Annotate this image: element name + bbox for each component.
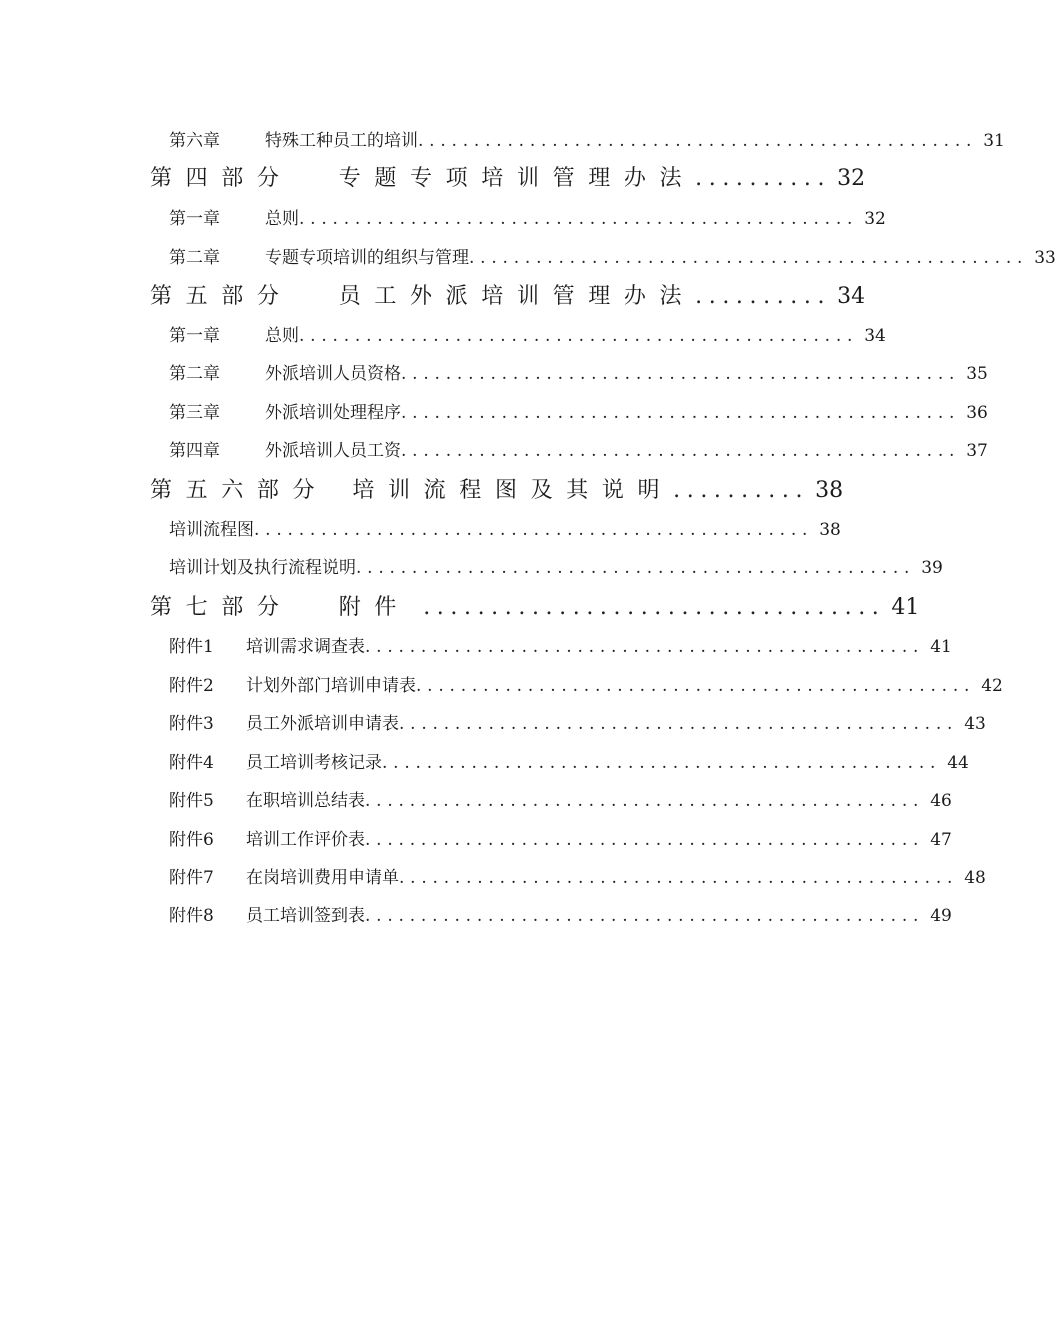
toc-entry[interactable] xyxy=(169,786,952,811)
dot-leader: .................................................. xyxy=(399,714,959,734)
page-number: 39 xyxy=(921,558,943,578)
page-number: 31 xyxy=(983,131,1005,151)
part-title: 培训流程图及其说明 xyxy=(352,478,674,503)
toc-part-entry[interactable] xyxy=(150,473,844,504)
page-number: 38 xyxy=(819,520,841,540)
page-number: 32 xyxy=(837,166,866,191)
dot-leader: .................................................. xyxy=(401,403,961,423)
toc-entry[interactable] xyxy=(169,863,986,888)
toc-entry[interactable] xyxy=(169,709,986,734)
page-number: 43 xyxy=(964,714,986,734)
toc-entry[interactable] xyxy=(169,748,969,773)
dot-leader: .................................................. xyxy=(401,364,961,384)
entry-title: 总则 xyxy=(265,326,299,346)
part-number: 第五部分 xyxy=(150,284,293,309)
dot-leader: .................................................. xyxy=(401,441,961,461)
page-number: 38 xyxy=(815,478,844,503)
page-number: 46 xyxy=(930,791,952,811)
entry-title: 专题专项培训的组织与管理 xyxy=(265,248,469,268)
toc-entry[interactable] xyxy=(169,243,1056,268)
page-number: 41 xyxy=(930,637,952,657)
entry-title: 员工培训考核记录 xyxy=(246,753,382,773)
toc-entry[interactable] xyxy=(169,359,988,384)
toc-entry[interactable] xyxy=(169,398,988,423)
entry-title: 外派培训人员工资 xyxy=(265,441,401,461)
page-number: 33 xyxy=(1034,248,1056,268)
toc-entry[interactable] xyxy=(169,901,952,926)
dot-leader: .................................................. xyxy=(356,558,916,578)
entry-title: 计划外部门培训申请表 xyxy=(246,676,416,696)
entry-title: 在岗培训费用申请单 xyxy=(246,868,399,888)
dot-leader: .................................................. xyxy=(365,637,925,657)
toc-part-entry[interactable] xyxy=(150,161,866,192)
toc-entry[interactable] xyxy=(169,632,952,657)
chapter-number: 第一章 xyxy=(169,326,220,346)
entry-title: 员工培训签到表 xyxy=(246,906,365,926)
attachment-number: 附件5 xyxy=(169,791,214,811)
entry-title: 员工外派培训申请表 xyxy=(246,714,399,734)
toc-entry[interactable] xyxy=(169,671,1003,696)
entry-title: 总则 xyxy=(265,209,299,229)
part-number: 第五六部分 xyxy=(150,478,329,503)
toc-part-entry[interactable] xyxy=(150,590,920,621)
dot-leader: .................................................. xyxy=(399,868,959,888)
chapter-number: 第六章 xyxy=(169,131,220,151)
part-number: 第七部分 xyxy=(150,595,293,620)
dot-leader: .................................................. xyxy=(365,830,925,850)
attachment-number: 附件3 xyxy=(169,714,214,734)
dot-leader: .................................................. xyxy=(418,131,978,151)
dot-leader: .................................. xyxy=(423,595,886,620)
attachment-number: 附件2 xyxy=(169,676,214,696)
entry-title: 在职培训总结表 xyxy=(246,791,365,811)
dot-leader: .......... xyxy=(695,166,832,191)
toc-entry[interactable] xyxy=(169,553,943,578)
page-number: 32 xyxy=(864,209,886,229)
entry-title: 外派培训人员资格 xyxy=(265,364,401,384)
chapter-number: 第四章 xyxy=(169,441,220,461)
dot-leader: .................................................. xyxy=(365,906,925,926)
dot-leader: .................................................. xyxy=(299,326,859,346)
dot-leader: .......... xyxy=(673,478,810,503)
entry-title: 培训需求调查表 xyxy=(246,637,365,657)
toc-part-entry[interactable] xyxy=(150,279,866,310)
part-number: 第四部分 xyxy=(150,166,293,191)
entry-title: 培训计划及执行流程说明 xyxy=(169,558,356,578)
page-number: 42 xyxy=(981,676,1003,696)
page-number: 49 xyxy=(930,906,952,926)
toc-entry[interactable] xyxy=(169,204,886,229)
dot-leader: .................................................. xyxy=(365,791,925,811)
page-number: 36 xyxy=(966,403,988,423)
page-number: 35 xyxy=(966,364,988,384)
page-number: 34 xyxy=(864,326,886,346)
page-number: 37 xyxy=(966,441,988,461)
page-number: 34 xyxy=(837,284,866,309)
dot-leader: .................................................. xyxy=(416,676,976,696)
chapter-number: 第二章 xyxy=(169,248,220,268)
entry-title: 外派培训处理程序 xyxy=(265,403,401,423)
part-title: 员工外派培训管理办法 xyxy=(338,284,696,309)
page-number: 47 xyxy=(930,830,952,850)
entry-title: 培训工作评价表 xyxy=(246,830,365,850)
dot-leader: .......... xyxy=(695,284,832,309)
chapter-number: 第三章 xyxy=(169,403,220,423)
dot-leader: .................................................. xyxy=(299,209,859,229)
entry-title: 培训流程图 xyxy=(169,520,254,540)
toc-entry[interactable] xyxy=(169,436,988,461)
toc-entry[interactable] xyxy=(169,126,1005,151)
toc-entry[interactable] xyxy=(169,515,841,540)
dot-leader: .................................................. xyxy=(254,520,814,540)
entry-title: 特殊工种员工的培训 xyxy=(265,131,418,151)
attachment-number: 附件8 xyxy=(169,906,214,926)
page-number: 48 xyxy=(964,868,986,888)
dot-leader: .................................................. xyxy=(469,248,1029,268)
chapter-number: 第二章 xyxy=(169,364,220,384)
toc-entry[interactable] xyxy=(169,321,886,346)
attachment-number: 附件1 xyxy=(169,637,214,657)
attachment-number: 附件4 xyxy=(169,753,214,773)
dot-leader: .................................................. xyxy=(382,753,942,773)
page-number: 44 xyxy=(947,753,969,773)
part-title: 专题专项培训管理办法 xyxy=(338,166,696,191)
part-title: 附件 xyxy=(338,595,411,620)
attachment-number: 附件6 xyxy=(169,830,214,850)
attachment-number: 附件7 xyxy=(169,868,214,888)
chapter-number: 第一章 xyxy=(169,209,220,229)
page-number: 41 xyxy=(891,595,920,620)
toc-entry[interactable] xyxy=(169,825,952,850)
